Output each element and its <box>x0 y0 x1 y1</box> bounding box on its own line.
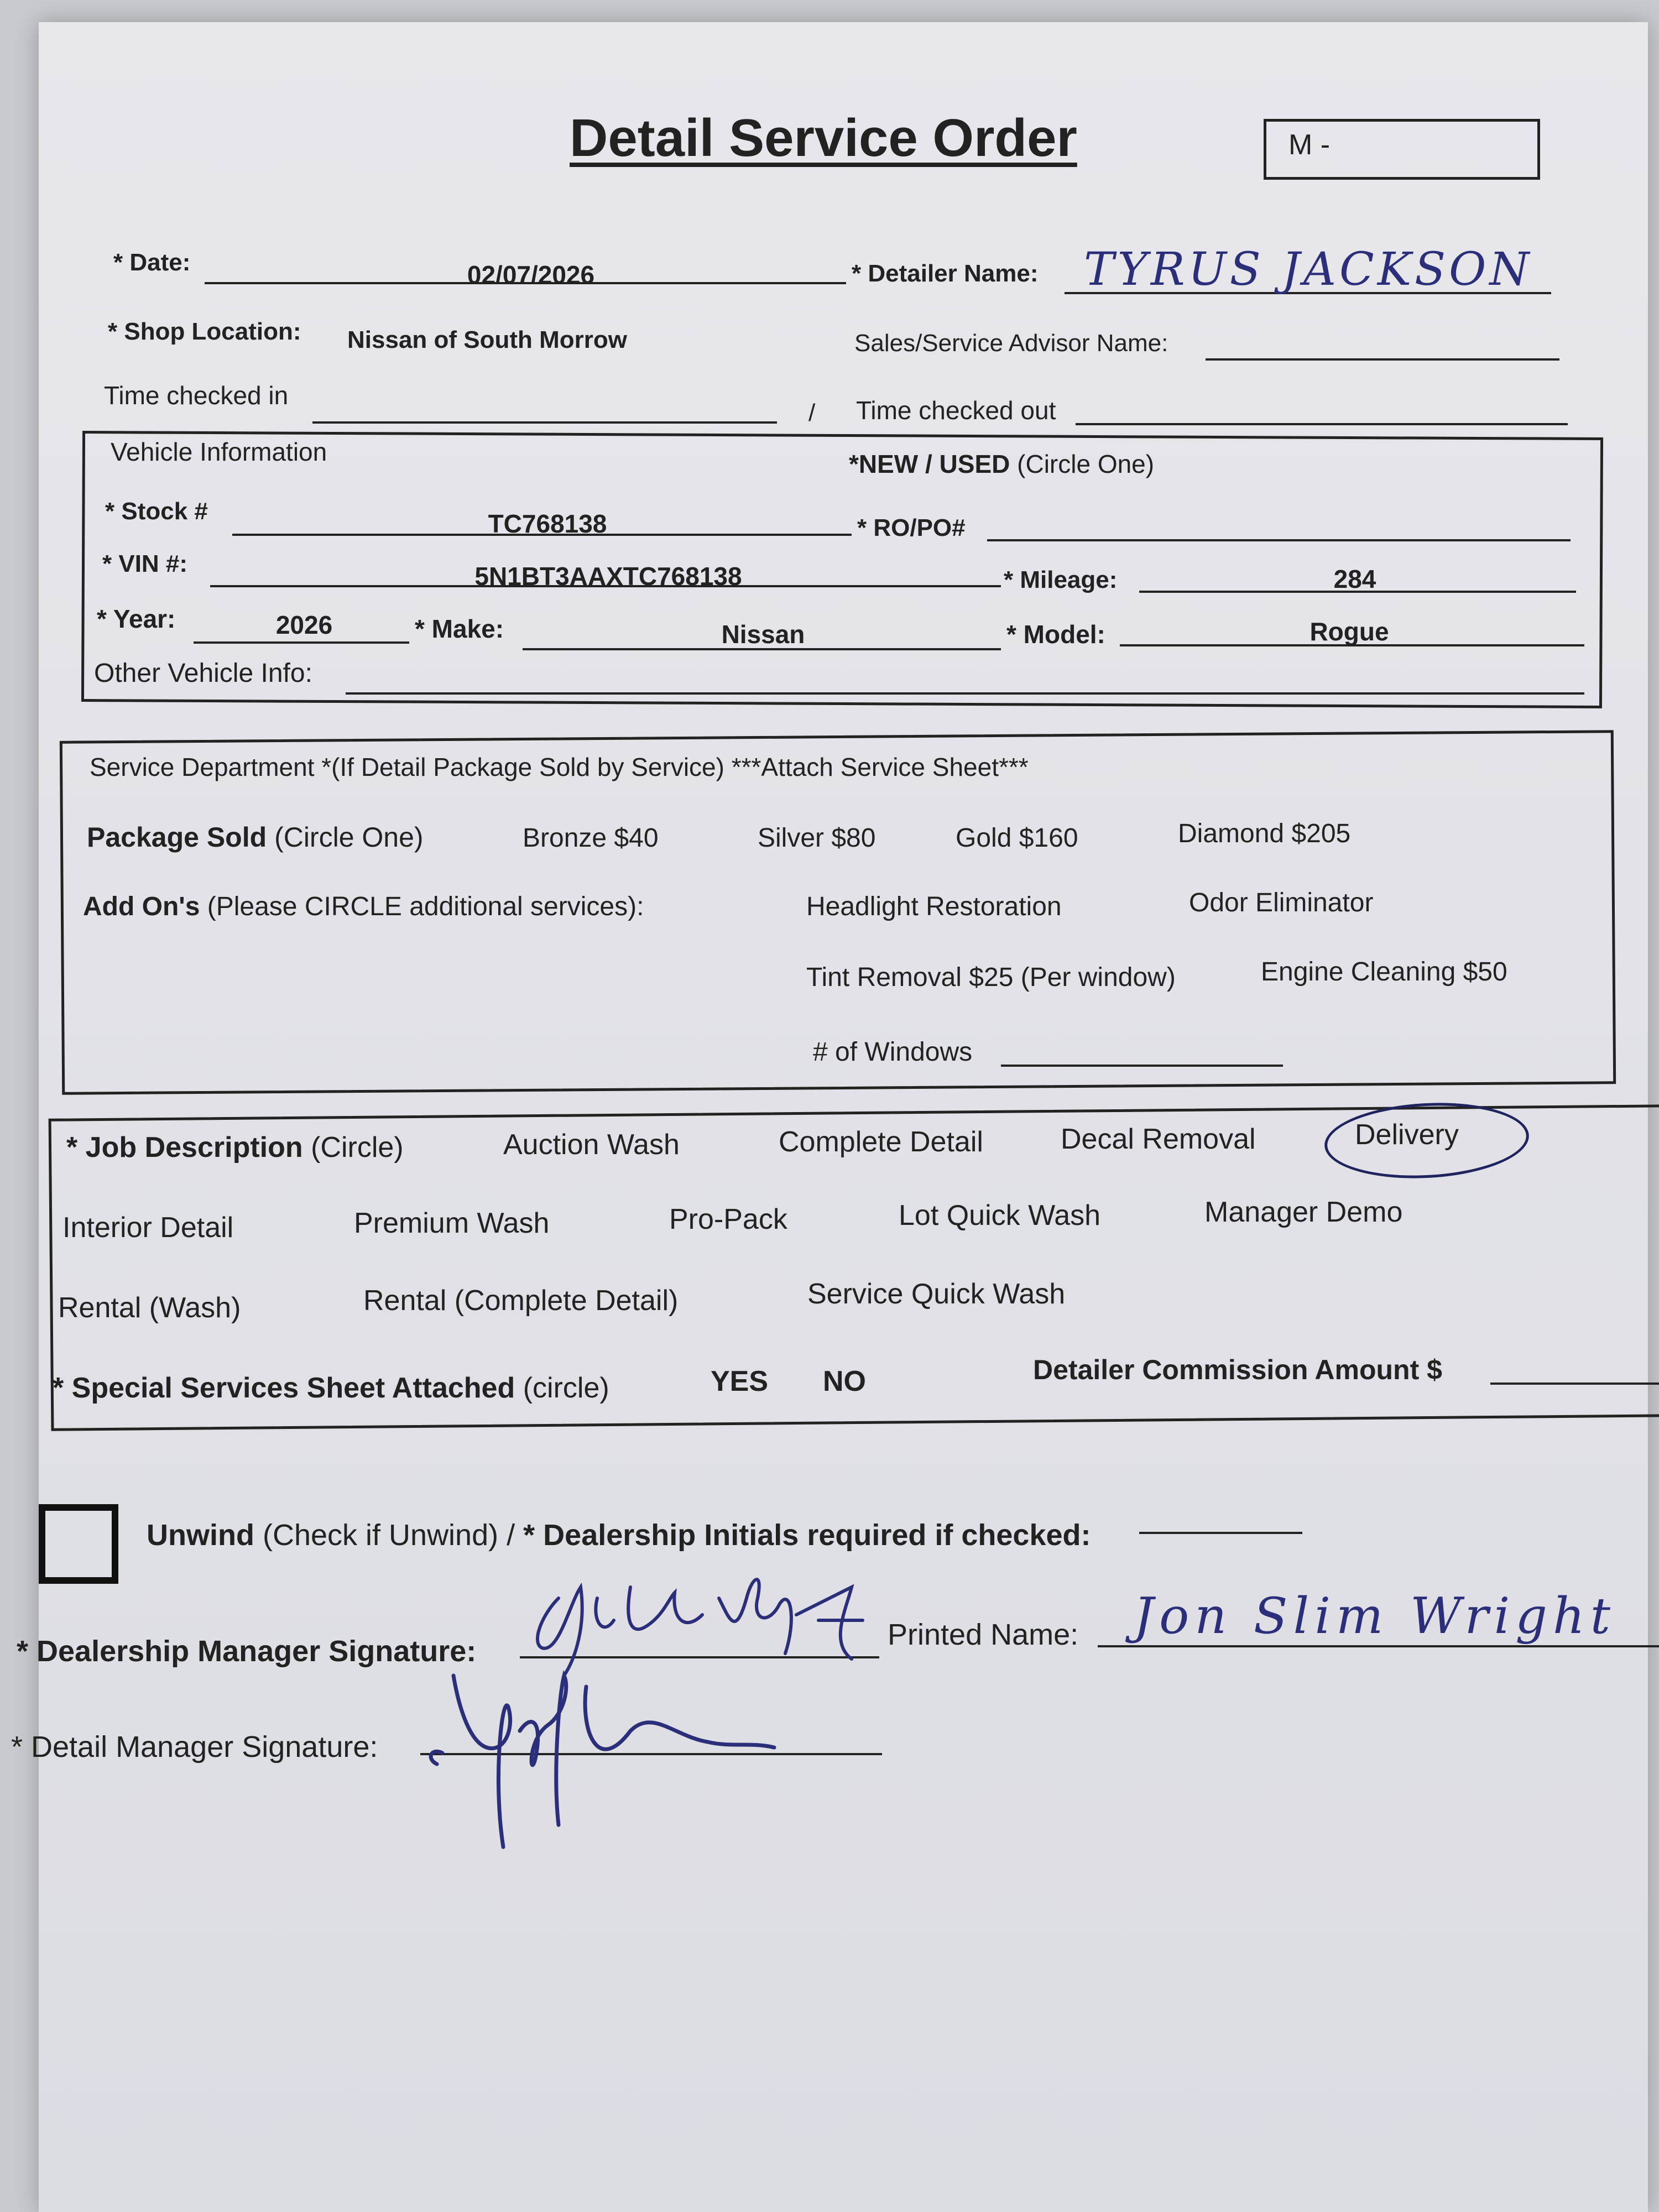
time-in-line[interactable] <box>312 421 777 424</box>
job-option-rental-wash[interactable]: Rental (Wash) <box>58 1292 241 1324</box>
vehicle-info-title: Vehicle Information <box>111 437 327 466</box>
stock-label: * Stock # <box>105 498 208 525</box>
time-slash: / <box>808 399 816 426</box>
dealership-initials-line[interactable] <box>1139 1532 1302 1534</box>
printed-name-line <box>1098 1645 1659 1647</box>
year-value[interactable]: 2026 <box>275 611 333 639</box>
unwind-label: Unwind <box>147 1519 254 1552</box>
special-services-yes[interactable]: YES <box>711 1365 769 1397</box>
other-vehicle-info-line[interactable] <box>346 692 1584 695</box>
ro-po-label: * RO/PO# <box>857 514 966 541</box>
detailer-name-label: * Detailer Name: <box>852 260 1039 287</box>
printed-name-handwritten[interactable]: Jon Slim Wright <box>1134 1587 1616 1645</box>
date-label: * Date: <box>113 249 191 276</box>
detail-manager-signature-label: * Detail Manager Signature: <box>11 1730 378 1764</box>
unwind-hint: (Check if Unwind) / <box>262 1519 515 1552</box>
year-label: * Year: <box>97 604 176 633</box>
detailer-name-handwritten[interactable]: TYRUS JACKSON <box>1084 243 1533 296</box>
year-line <box>194 641 409 644</box>
mileage-value[interactable]: 284 <box>1333 565 1376 593</box>
unwind-checkbox[interactable] <box>39 1504 118 1584</box>
package-sold-field <box>87 821 424 853</box>
job-option-delivery[interactable]: Delivery <box>1355 1119 1459 1151</box>
job-option-auction-wash[interactable]: Auction Wash <box>503 1129 680 1161</box>
model-value[interactable]: Rogue <box>1310 617 1389 646</box>
mileage-label: * Mileage: <box>1004 566 1118 593</box>
addon-headlight-restoration[interactable]: Headlight Restoration <box>806 892 1062 921</box>
job-option-pro-pack[interactable]: Pro-Pack <box>669 1203 787 1235</box>
package-option-diamond[interactable]: Diamond $205 <box>1178 819 1351 848</box>
package-option-gold[interactable]: Gold $160 <box>956 823 1078 853</box>
date-value[interactable]: 02/07/2026 <box>467 260 595 289</box>
package-option-silver[interactable]: Silver $80 <box>758 823 876 853</box>
order-number-label: M - <box>1288 129 1331 161</box>
dealership-manager-signature-label: * Dealership Manager Signature: <box>17 1635 477 1668</box>
time-out-label: Time checked out <box>856 396 1056 425</box>
commission-amount-label: Detailer Commission Amount $ <box>1033 1354 1442 1385</box>
add-ons-label: Add On's <box>83 892 200 921</box>
special-services-label: * Special Services Sheet Attached <box>53 1372 515 1404</box>
new-used-field[interactable] <box>849 449 1154 479</box>
time-in-label: Time checked in <box>104 381 289 410</box>
job-option-interior-detail[interactable]: Interior Detail <box>62 1212 234 1244</box>
add-ons-hint: (Please CIRCLE additional services): <box>207 892 644 921</box>
make-label: * Make: <box>415 614 504 643</box>
shop-location-label: * Shop Location: <box>108 318 301 345</box>
shop-location-value[interactable]: Nissan of South Morrow <box>347 326 627 353</box>
package-sold-hint: (Circle One) <box>274 822 424 853</box>
job-option-manager-demo[interactable]: Manager Demo <box>1204 1196 1403 1228</box>
new-used-hint: (Circle One) <box>1017 450 1155 478</box>
job-option-rental-complete-detail[interactable]: Rental (Complete Detail) <box>363 1285 679 1317</box>
make-value[interactable]: Nissan <box>721 620 805 649</box>
service-header-text: Service Department *(If Detail Package Sold by Service) ***Attach Service Sheet*** <box>90 753 1029 781</box>
add-ons-field <box>83 891 644 922</box>
unwind-field <box>147 1518 1091 1552</box>
vin-value[interactable]: 5N1BT3AAXTC768138 <box>474 562 742 591</box>
advisor-name-label: Sales/Service Advisor Name: <box>854 330 1168 357</box>
job-option-decal-removal[interactable]: Decal Removal <box>1061 1123 1256 1155</box>
printed-name-label: Printed Name: <box>888 1618 1079 1651</box>
special-services-hint: (circle) <box>523 1372 609 1404</box>
ro-po-line[interactable] <box>987 539 1571 541</box>
package-option-bronze[interactable]: Bronze $40 <box>523 823 659 853</box>
job-option-premium-wash[interactable]: Premium Wash <box>354 1207 550 1239</box>
job-description-label: * Job Description <box>66 1131 303 1164</box>
special-services-field <box>53 1371 609 1405</box>
other-vehicle-info-label: Other Vehicle Info: <box>94 659 312 688</box>
vin-label: * VIN #: <box>102 550 188 577</box>
stock-value[interactable]: TC768138 <box>488 509 607 538</box>
windows-count-label: # of Windows <box>813 1037 973 1067</box>
detail-manager-signature <box>420 1665 807 1864</box>
addon-tint-removal[interactable]: Tint Removal $25 (Per window) <box>806 963 1176 992</box>
form-title: Detail Service Order <box>570 108 1077 168</box>
job-option-complete-detail[interactable]: Complete Detail <box>779 1126 983 1158</box>
model-label: * Model: <box>1006 620 1105 649</box>
job-description-field <box>66 1131 404 1164</box>
time-out-line[interactable] <box>1076 423 1568 425</box>
special-services-no[interactable]: NO <box>823 1365 866 1397</box>
advisor-name-line[interactable] <box>1206 358 1559 361</box>
windows-count-line[interactable] <box>1001 1065 1283 1067</box>
new-used-label: *NEW / USED <box>849 450 1010 478</box>
dealership-initials-label: * Dealership Initials required if checked: <box>523 1519 1091 1552</box>
job-option-service-quick-wash[interactable]: Service Quick Wash <box>807 1278 1066 1310</box>
job-description-hint: (Circle) <box>311 1131 404 1164</box>
package-sold-label: Package Sold <box>87 822 267 853</box>
addon-engine-cleaning[interactable]: Engine Cleaning $50 <box>1261 957 1507 987</box>
job-option-lot-quick-wash[interactable]: Lot Quick Wash <box>899 1199 1101 1232</box>
addon-odor-eliminator[interactable]: Odor Eliminator <box>1189 888 1374 917</box>
commission-amount-line[interactable] <box>1490 1383 1659 1385</box>
